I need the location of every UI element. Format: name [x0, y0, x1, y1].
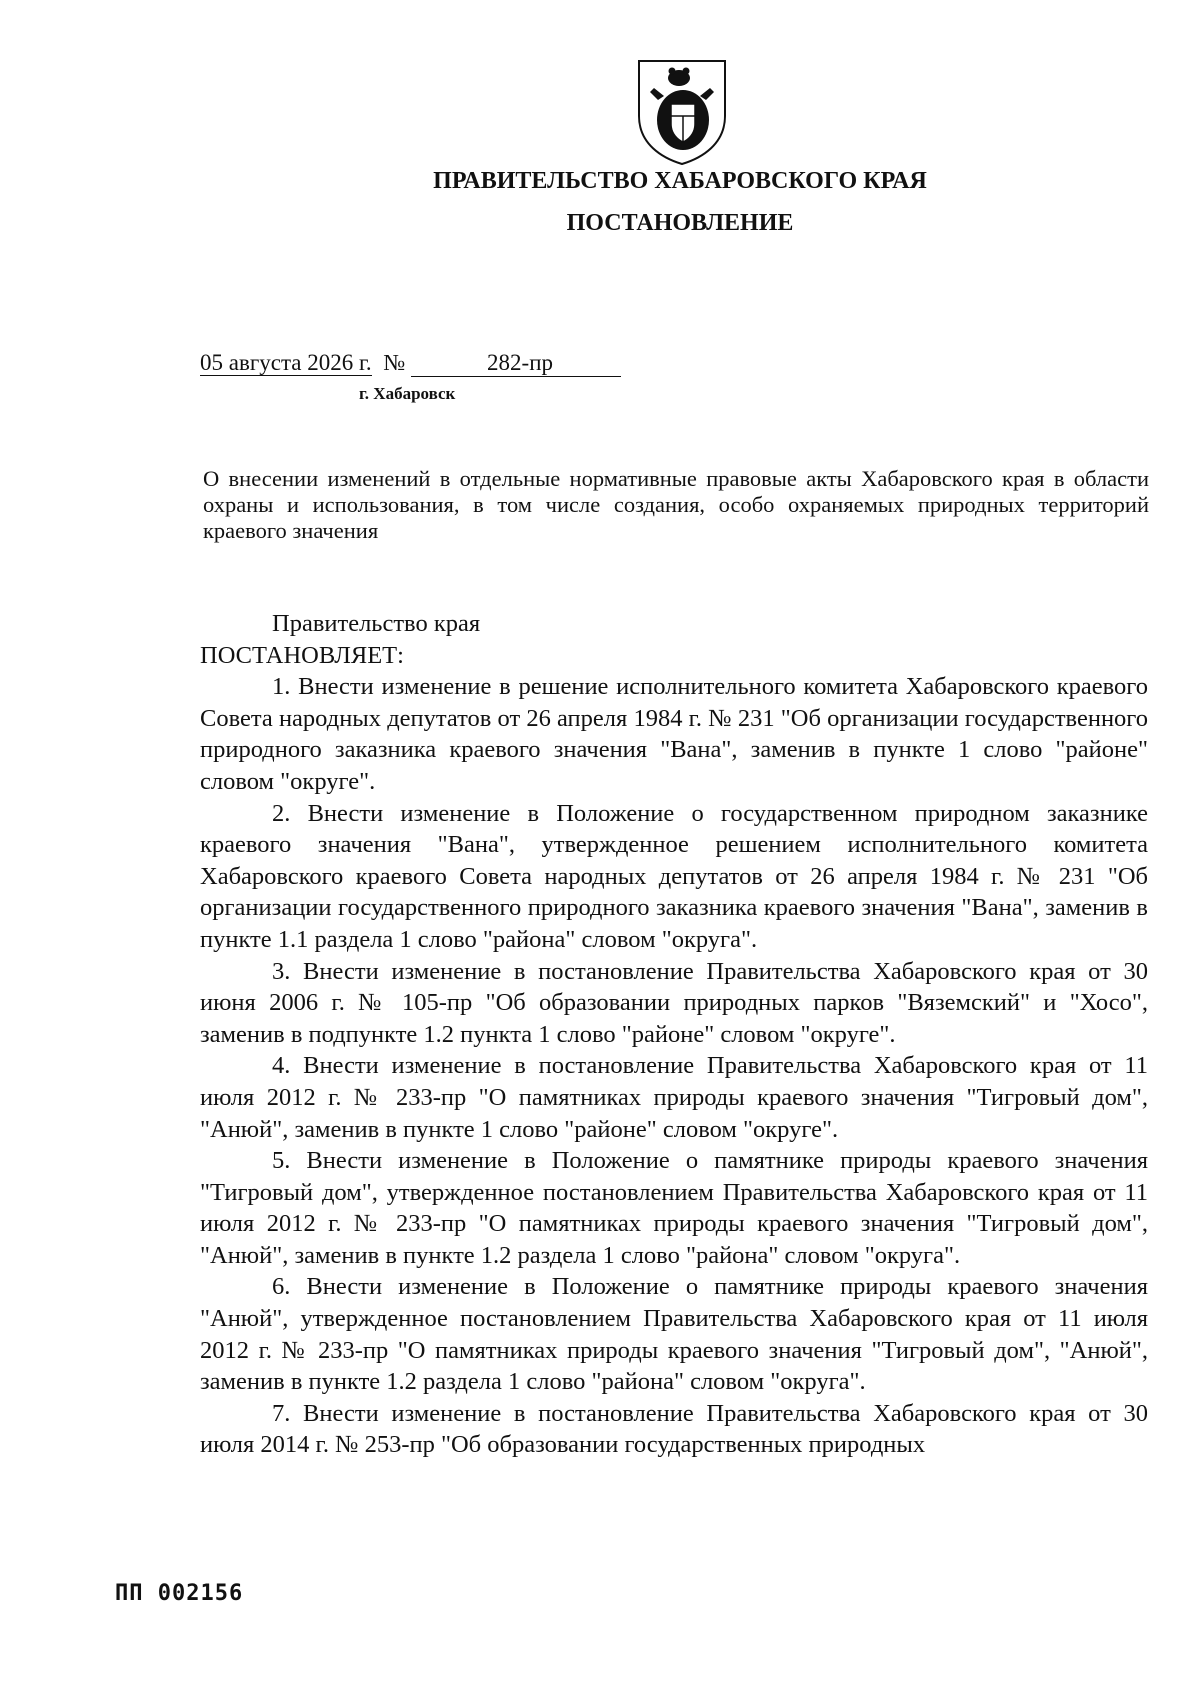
- clause: 4. Внести изменение в постановление Правительства Хабаровского края от 11 июля 2012 г. № 233-пр "О памятниках природы краевого значения "Тигровый дом", "Анюй", заменив в пункте 1 слово "районе" словом "округе".: [200, 1052, 1148, 1143]
- city: г. Хабаровск: [359, 384, 456, 403]
- document-subject: О внесении изменений в отдельные нормативные правовые акты Хабаровского края в области охраны и использования, в том числе создания, особо охраняемых природных территорий краевого значения: [203, 466, 1149, 543]
- date-number-line: [200, 350, 621, 377]
- clause: 5. Внести изменение в Положение о памятнике природы краевого значения "Тигровый дом", утвержденное постановлением Правительства Хабаровского края от 11 июля 2012 г. № 233-пр "О памятниках природы краевого значения "Тигровый дом", "Анюй", заменив в пункте 1.2 раздела 1 слово "района" словом "округа".: [200, 1147, 1148, 1269]
- coat-of-arms-icon: [636, 58, 728, 166]
- preamble-verb: ПОСТАНОВЛЯЕТ:: [200, 641, 404, 669]
- document-number-value: 282-пр: [487, 350, 554, 375]
- clause: 3. Внести изменение в постановление Правительства Хабаровского края от 30 июня 2006 г. № 105-пр "Об образовании природных парков "Вяземский" и "Хосо", заменив в подпункте 1.2 пункта 1 слово "районе" словом "округе".: [200, 957, 1148, 1048]
- clause: 6. Внести изменение в Положение о памятнике природы краевого значения "Анюй", утвержденное постановлением Правительства Хабаровского края от 11 июля 2012 г. № 233-пр "О памятниках природы краевого значения "Тигровый дом", "Анюй", заменив в пункте 1.2 раздела 1 слово "района" словом "округа".: [200, 1273, 1148, 1396]
- clause: 7. Внести изменение в постановление Правительства Хабаровского края от 30 июля 2014 г. № 253-пр "Об образовании государственных природных: [200, 1399, 1148, 1459]
- clause: 2. Внести изменение в Положение о государственном природном заказнике краевого значения "Вана", утвержденное решением исполнительного комитета Хабаровского краевого Совета народных депутатов от 26 апреля 1984 г. № 231 "Об организации государственного природного заказника краевого значения "Вана", заменив в пункте 1.1 раздела 1 слово "района" словом "округа".: [200, 799, 1148, 953]
- document-body: [200, 608, 1148, 1461]
- preamble-subject: Правительство края: [272, 610, 481, 637]
- form-code: ПП 002156: [115, 1581, 244, 1606]
- document-type: ПОСТАНОВЛЕНИЕ: [566, 210, 794, 236]
- document-number: [411, 350, 621, 377]
- government-title: ПРАВИТЕЛЬСТВО ХАБАРОВСКОГО КРАЯ: [433, 168, 927, 194]
- document-date: 05 августа 2026 г.: [200, 350, 372, 375]
- number-sign: №: [383, 350, 406, 375]
- clause: 1. Внести изменение в решение исполнительного комитета Хабаровского краевого Совета народных депутатов от 26 апреля 1984 г. № 231 "Об организации государственного природного заказника краевого значения "Вана", заменив в пункте 1 слово "районе" словом "округе".: [200, 673, 1148, 795]
